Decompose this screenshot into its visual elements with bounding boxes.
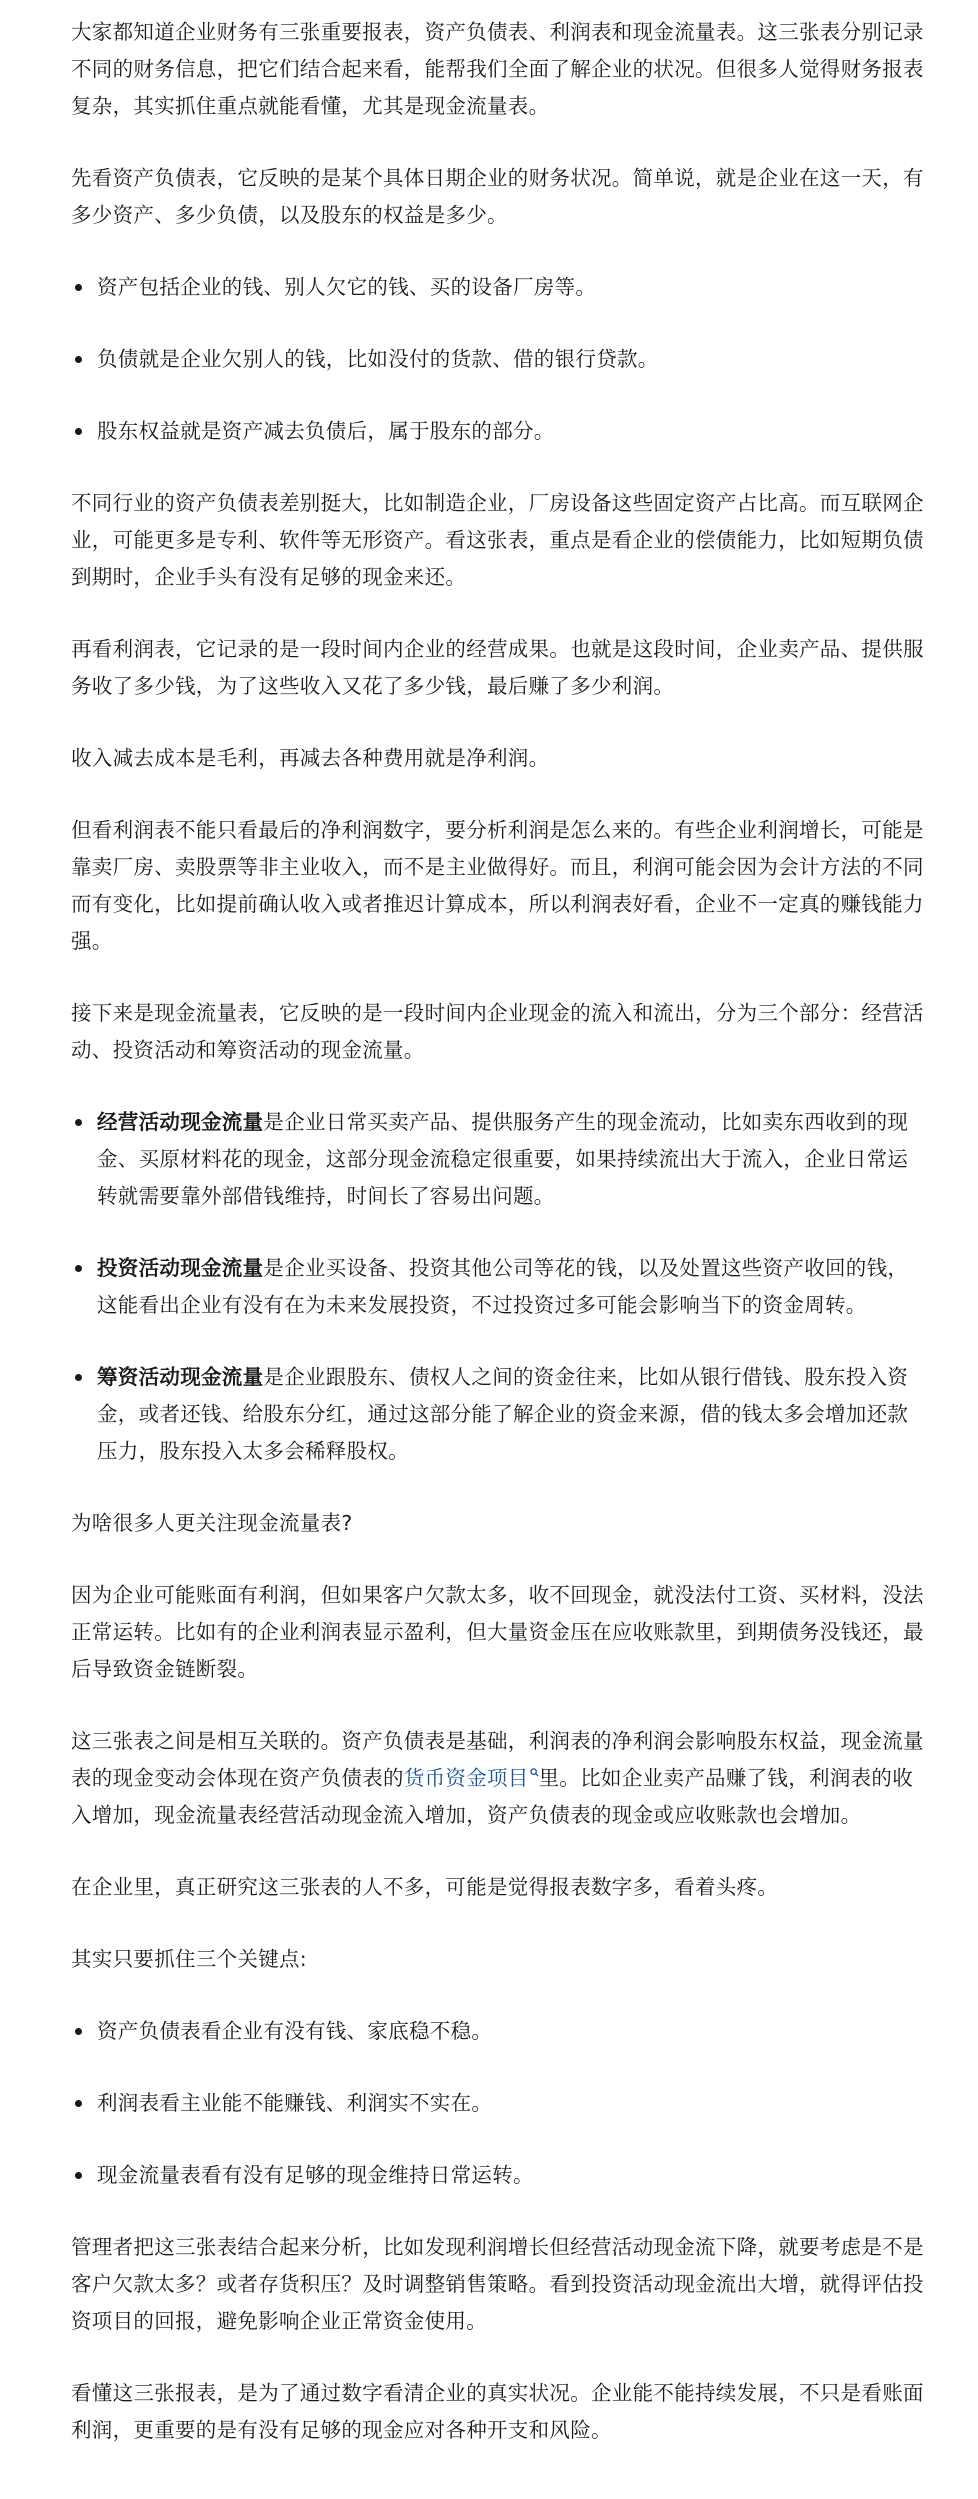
cashflow-list	[71, 1104, 926, 1470]
list-item: 股东权益就是资产减去负债后，属于股东的部分。	[71, 413, 926, 450]
relation-text-after: 里。比如企业卖产品赚了钱，利润表的收入增加，现金流量表经营活动现金流入增加，资产负债表的现金或应收账款也会增加。	[71, 1766, 914, 1827]
list-item-title: 经营活动现金流量	[97, 1110, 264, 1134]
money-fund-link[interactable]: 货币资金项目	[403, 1766, 529, 1790]
paragraph-relation	[71, 1723, 926, 1834]
list-item-text: 是企业买设备、投资其他公司等花的钱，以及处置这些资产收回的钱，这能看出企业有没有在为未来发展投资，不过投资过多可能会影响当下的资金周转。	[97, 1256, 909, 1317]
key-points-list	[71, 2013, 926, 2194]
list-item-text: 是企业日常买卖产品、提供服务产生的现金流动，比如卖东西收到的现金、买原材料花的现金，这部分现金流稳定很重要，如果持续流出大于流入，企业日常运转就需要靠外部借钱维持，时间长了容易出问题。	[97, 1110, 909, 1208]
paragraph-industry-diff: 不同行业的资产负债表差别挺大，比如制造企业，厂房设备这些固定资产占比高。而互联网企业，可能更多是专利、软件等无形资产。看这张表，重点是看企业的偿债能力，比如短期负债到期时，企业手头有没有足够的现金来还。	[71, 491, 924, 589]
paragraph-cashflow: 接下来是现金流量表，它反映的是一段时间内企业现金的流入和流出，分为三个部分：经营活动、投资活动和筹资活动的现金流量。	[71, 1001, 924, 1062]
list-item-text: 是企业跟股东、债权人之间的资金往来，比如从银行借钱、股东投入资金，或者还钱、给股东分红，通过这部分能了解企业的资金来源，借的钱太多会增加还款压力，股东投入太多会稀释股权。	[97, 1365, 909, 1463]
list-item: 现金流量表看有没有足够的现金维持日常运转。	[71, 2157, 926, 2194]
paragraph-few-study: 在企业里，真正研究这三张表的人不多，可能是觉得报表数字多，看着头疼。	[71, 1875, 779, 1899]
paragraph-income-formula: 收入减去成本是毛利，再减去各种费用就是净利润。	[71, 746, 550, 770]
paragraph-income-statement: 再看利润表，它记录的是一段时间内企业的经营成果。也就是这段时间，企业卖产品、提供服务收了多少钱，为了这些收入又花了多少钱，最后赚了多少利润。	[71, 637, 924, 698]
paragraph-balance-sheet: 先看资产负债表，它反映的是某个具体日期企业的财务状况。简单说，就是企业在这一天，有多少资产、多少负债，以及股东的权益是多少。	[71, 166, 924, 227]
list-item: 资产包括企业的钱、别人欠它的钱、买的设备厂房等。	[71, 269, 926, 306]
paragraph-conclusion: 看懂这三张报表，是为了通过数字看清企业的真实状况。企业能不能持续发展，不只是看账面利润，更重要的是有没有足够的现金应对各种开支和风险。	[71, 2381, 924, 2442]
relation-text-before: 这三张表之间是相互关联的。资产负债表是基础，利润表的净利润会影响股东权益，现金流量表的现金变动会体现在资产负债表的	[71, 1729, 924, 1790]
list-item: 资产负债表看企业有没有钱、家底稳不稳。	[71, 2013, 926, 2050]
list-item	[71, 1104, 926, 1215]
paragraph-question: 为啥很多人更关注现金流量表?	[71, 1511, 353, 1535]
list-item: 利润表看主业能不能赚钱、利润实不实在。	[71, 2085, 926, 2122]
list-item-title: 投资活动现金流量	[97, 1256, 264, 1280]
search-icon[interactable]	[530, 1768, 539, 1779]
list-item-title: 筹资活动现金流量	[97, 1365, 264, 1389]
paragraph-intro: 大家都知道企业财务有三张重要报表，资产负债表、利润表和现金流量表。这三张表分别记录不同的财务信息，把它们结合起来看，能帮我们全面了解企业的状况。但很多人觉得财务报表复杂，其实抓住重点就能看懂，尤其是现金流量表。	[71, 20, 924, 118]
paragraph-answer: 因为企业可能账面有利润，但如果客户欠款太多，收不回现金，就没法付工资、买材料，没法正常运转。比如有的企业利润表显示盈利，但大量资金压在应收账款里，到期债务没钱还，最后导致资金链断裂。	[71, 1583, 924, 1681]
paragraph-management: 管理者把这三张表结合起来分析，比如发现利润增长但经营活动现金流下降，就要考虑是不是客户欠款太多？或者存货积压？及时调整销售策略。看到投资活动现金流出大增，就得评估投资项目的回报，避免影响企业正常资金使用。	[71, 2235, 924, 2333]
list-item: 负债就是企业欠别人的钱，比如没付的货款、借的银行贷款。	[71, 341, 926, 378]
paragraph-key-points-intro: 其实只要抓住三个关键点:	[71, 1947, 308, 1971]
balance-sheet-list	[71, 269, 926, 450]
paragraph-income-analysis: 但看利润表不能只看最后的净利润数字，要分析利润是怎么来的。有些企业利润增长，可能是靠卖厂房、卖股票等非主业收入，而不是主业做得好。而且，利润可能会因为会计方法的不同而有变化，比如提前确认收入或者推迟计算成本，所以利润表好看，企业不一定真的赚钱能力强。	[71, 818, 924, 953]
list-item	[71, 1250, 926, 1324]
list-item	[71, 1359, 926, 1470]
